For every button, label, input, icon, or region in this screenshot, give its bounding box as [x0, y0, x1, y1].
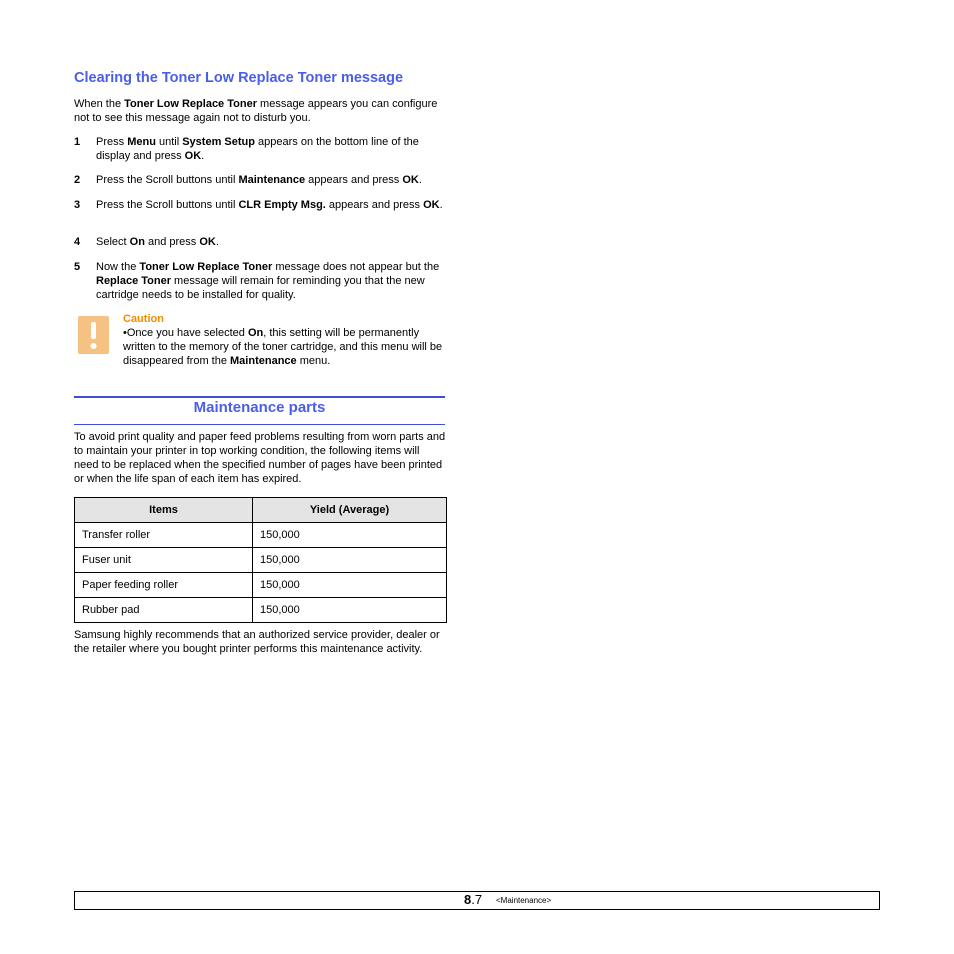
step-text: Now the Toner Low Replace Toner message does not appear but the Replace Toner message will remain for reminding you that the new cartridge needs to be installed for quality.	[96, 261, 440, 301]
item-cell: Transfer roller	[75, 523, 253, 548]
table-row	[75, 573, 447, 598]
caution-text: •Once you have selected On, this setting will be permanently written to the memory of the toner cartridge, and this menu will be disappeared from the Maintenance menu.	[123, 327, 443, 367]
yield-cell: 150,000	[253, 573, 447, 598]
maintenance-closing: Samsung highly recommends that an authorized service provider, dealer or the retailer where you bought printer performs this maintenance activity.	[74, 629, 440, 655]
exclamation-icon	[78, 316, 109, 354]
step-number: 2	[74, 174, 81, 186]
step-text: Press the Scroll buttons until Maintenance appears and press OK.	[96, 174, 422, 186]
section-heading-clearing: Clearing the Toner Low Replace Toner message	[74, 70, 404, 86]
table-row	[75, 523, 447, 548]
item-cell: Rubber pad	[75, 598, 253, 623]
yield-cell: 150,000	[253, 523, 447, 548]
table-row	[75, 598, 447, 623]
page-number: 8.7	[464, 892, 483, 907]
chapter-name: <Maintenance>	[496, 896, 552, 905]
step-text: Press Menu until System Setup appears on the bottom line of the display and press OK.	[96, 136, 419, 162]
page-footer	[74, 891, 880, 910]
step-number: 3	[74, 199, 81, 211]
step-number: 1	[74, 136, 81, 148]
maintenance-intro: To avoid print quality and paper feed problems resulting from worn parts and to maintain your printer in top working condition, the following items will need to be replaced when the specified number of pages have been printed or when the life span of each item has expired.	[74, 431, 446, 485]
item-cell: Fuser unit	[75, 548, 253, 573]
section-heading-maintenance: Maintenance parts	[193, 399, 326, 416]
step-number: 4	[74, 236, 81, 248]
caution-label: Caution	[123, 313, 164, 325]
table-header-row	[75, 498, 447, 523]
table-row	[75, 548, 447, 573]
maintenance-parts-table	[74, 497, 447, 623]
step-text: Select On and press OK.	[96, 236, 219, 248]
step-text: Press the Scroll buttons until CLR Empty Msg. appears and press OK.	[96, 199, 443, 211]
column-header-yield: Yield (Average)	[253, 498, 447, 523]
step-number: 5	[74, 261, 81, 273]
clearing-intro: When the Toner Low Replace Toner message appears you can configure not to see this message again not to disturb you.	[74, 98, 438, 124]
item-cell: Paper feeding roller	[75, 573, 253, 598]
column-header-items: Items	[75, 498, 253, 523]
yield-cell: 150,000	[253, 548, 447, 573]
yield-cell: 150,000	[253, 598, 447, 623]
